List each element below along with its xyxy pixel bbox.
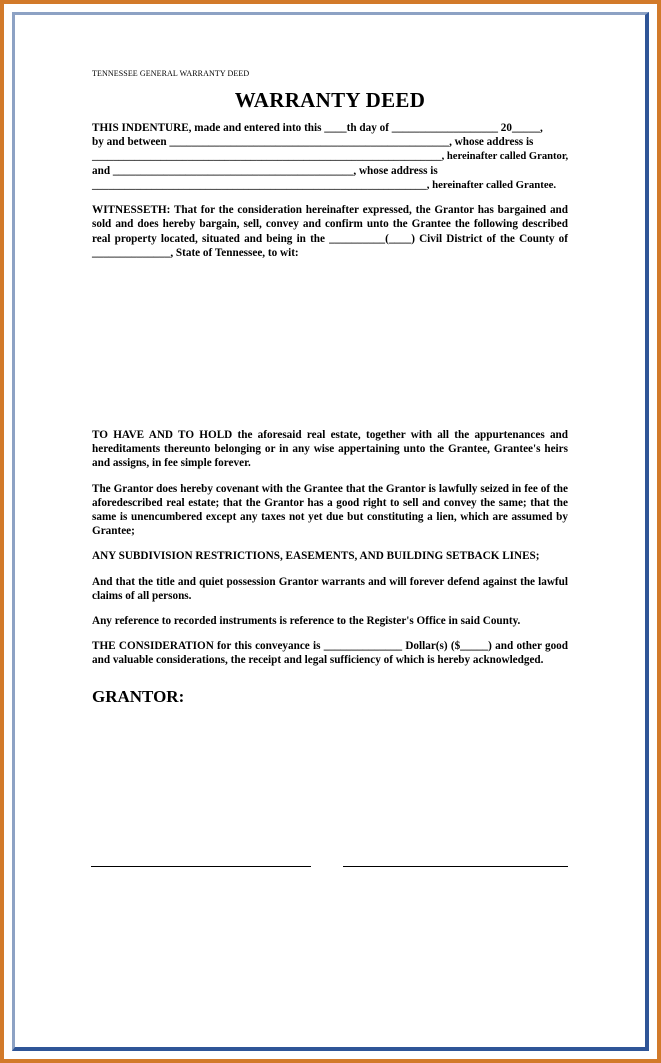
indenture-line-4: and ___________________________________________, whose address is	[92, 164, 438, 177]
indenture-line-3: __________________________________________________________________, hereinafter called Grantor,	[92, 150, 569, 162]
witnesseth-paragraph: WITNESSETH: That for the consideration hereinafter expressed, the Grantor has bargained and sold and does hereby bargain, sell, convey and confirm unto the Grantee the following described real property located, situated and being in the __________(____) Civil District of the County of ______________, State of Tennessee, to wit:	[92, 204, 568, 259]
indenture-paragraph	[92, 121, 568, 192]
grantor-heading: GRANTOR:	[92, 686, 185, 706]
indenture-line-1: THIS INDENTURE, made and entered into this ____th day of ___________________ 20_____,	[92, 122, 543, 135]
covenant-paragraph: The Grantor does hereby covenant with the Grantee that the Grantor is lawfully seized in fee of the aforedescribed real estate; that the Grantor has a good right to sell and convey the same; that the same is unencumbered except any taxes not yet due but constituting a lien, which are assumed by Grantee;	[92, 482, 568, 538]
signature-lines	[91, 866, 569, 868]
document-title: WARRANTY DEED	[234, 88, 426, 113]
document-header: TENNESSEE GENERAL WARRANTY DEED	[92, 69, 250, 78]
habendum-paragraph: TO HAVE AND TO HOLD the aforesaid real estate, together with all the appurtenances and hereditaments thereunto belonging or in any wise appertaining unto the Grantee, Grantee's heirs and assigns, in fee simple forever.	[92, 429, 568, 470]
grantor-signature-line-1[interactable]	[91, 866, 311, 867]
indenture-line-5: ______________________________________________________________, hereinafter called Grantee.	[92, 179, 557, 192]
indenture-line-2: by and between __________________________________________________, whose address is	[92, 136, 534, 149]
reference-paragraph: Any reference to recorded instruments is reference to the Register's Office in said County.	[92, 615, 521, 628]
restrictions-paragraph: ANY SUBDIVISION RESTRICTIONS, EASEMENTS, AND BUILDING SETBACK LINES;	[92, 550, 540, 563]
property-description-area	[92, 260, 568, 428]
consideration-paragraph: THE CONSIDERATION for this conveyance is ______________ Dollar(s) ($_____) and other good and valuable considerations, the receipt and legal sufficiency of which is hereby acknowledged.	[92, 640, 568, 667]
grantor-signature-line-2[interactable]	[343, 866, 568, 867]
warranty-paragraph: And that the title and quiet possession Grantor warrants and will forever defend against the lawful claims of all persons.	[92, 575, 568, 602]
deed-document	[92, 64, 568, 707]
